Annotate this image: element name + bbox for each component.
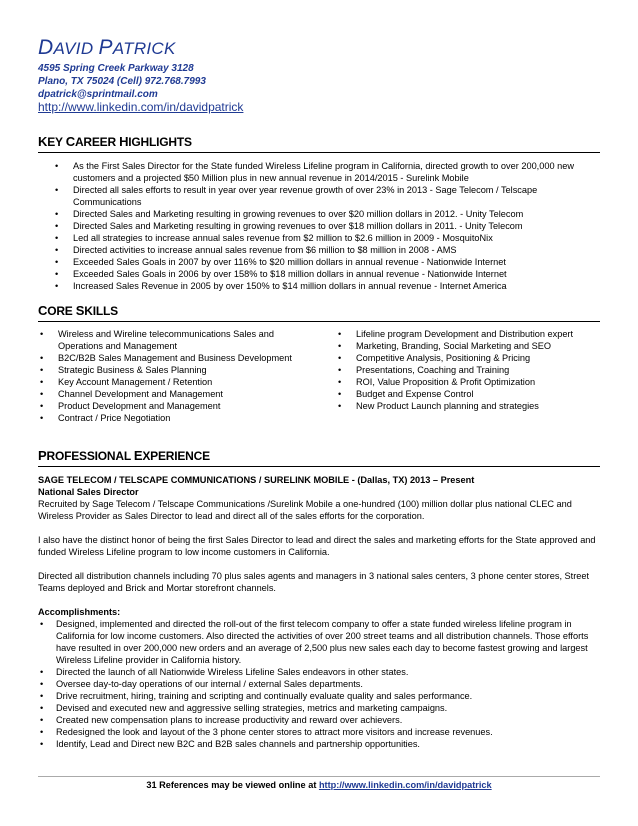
list-item: • New Product Launch planning and strategies (336, 400, 600, 412)
candidate-name (38, 36, 176, 60)
name-last-rest: ATRICK (112, 39, 176, 58)
company-line: SAGE TELECOM / TELSCAPE COMMUNICATIONS / SURELINK MOBILE - (Dallas, TX) 2013 – Present (38, 475, 475, 485)
list-item: • Designed, implemented and directed the roll-out of the first telecom company to offer a state funded wireless lifeline program in California for low income customers. Also directed the activities of over 200 street teams and all distribution channels. Those efforts have resulted in over 200,000 new orders and an average of 2,500 plus new sales each day to become fastest growing and largest Wireless Lifeline provider in California history. (38, 618, 600, 666)
section-rule (38, 466, 600, 467)
accomplishments-list (38, 618, 600, 750)
skills-section (38, 303, 600, 424)
experience-section (38, 448, 600, 750)
footer (38, 776, 600, 790)
email[interactable]: dpatrick@sprintmail.com (38, 89, 158, 100)
experience-heading: PROFESSIONAL EXPERIENCE (38, 448, 210, 463)
skills-left-list (38, 328, 302, 424)
job-title: National Sales Director (38, 487, 139, 497)
accomplishments (38, 618, 600, 750)
city-phone: Plano, TX 75024 (Cell) 972.768.7993 (38, 76, 206, 87)
list-item: • Presentations, Coaching and Training (336, 364, 600, 376)
section-rule (38, 321, 600, 322)
list-item: • Lifeline program Development and Distribution expert (336, 328, 600, 340)
list-item: • Marketing, Branding, Social Marketing and SEO (336, 340, 600, 352)
list-item: • Directed Sales and Marketing resulting in growing revenues to over $20 million dollars in 2012. - Unity Telecom (38, 208, 600, 220)
name-initial-last: P (98, 36, 113, 59)
list-item: • As the First Sales Director for the State funded Wireless Lifeline program in California, directed growth to over 200,000 new customers and a projected $50 Million plus in new annual revenue in 2014/2015 - Surelink Mobile (38, 160, 600, 184)
linkedin-link[interactable]: http://www.linkedin.com/in/davidpatrick (38, 100, 244, 114)
list-item: • Redesigned the look and layout of the 3 phone center stores to attract more visitors and increase revenues. (38, 726, 600, 738)
list-item: • Drive recruitment, hiring, training and scripting and continually evaluate quality and sales performance. (38, 690, 600, 702)
accomplishments-label: Accomplishments: (38, 607, 121, 617)
list-item: • Oversee day-to-day operations of our internal / external Sales departments. (38, 678, 600, 690)
list-item: • Exceeded Sales Goals in 2006 by over 158% to $18 million dollars in annual revenue - Nationwide Internet (38, 268, 600, 280)
list-item: • Competitive Analysis, Positioning & Pricing (336, 352, 600, 364)
list-item: • Directed the launch of all Nationwide Wireless Lifeline Sales endeavors in other states. (38, 666, 600, 678)
contact-block (38, 62, 243, 114)
list-item: • Wireless and Wireline telecommunications Sales and Operations and Management (38, 328, 302, 352)
highlights-section (38, 134, 600, 292)
list-item: • Exceeded Sales Goals in 2007 by over 116% to $20 million dollars in annual revenue - Nationwide Internet (38, 256, 600, 268)
section-rule (38, 152, 600, 153)
list-item: • Directed Sales and Marketing resulting in growing revenues to over $18 million dollars in 2011. - Unity Telecom (38, 220, 600, 232)
footer-linkedin-link[interactable]: http://www.linkedin.com/in/davidpatrick (318, 780, 492, 790)
highlights-list (38, 160, 600, 292)
highlights-heading: KEY CAREER HIGHLIGHTS (38, 134, 192, 149)
list-item: • Strategic Business & Sales Planning (38, 364, 302, 376)
paragraph: I also have the distinct honor of being the first Sales Director to lead and direct the sales and marketing efforts for the State approved and funded Wireless Lifeline program to low income customers in California. (38, 535, 596, 557)
list-item: • Directed activities to increase annual sales revenue from $6 million to $8 million in 2008 - AMS (38, 244, 600, 256)
skills-right-list (336, 328, 600, 424)
skills-heading: CORE SKILLS (38, 303, 118, 318)
footer-text: 31 References may be viewed online at (146, 780, 319, 790)
list-item: • ROI, Value Proposition & Profit Optimization (336, 376, 600, 388)
skills-columns (38, 328, 600, 424)
list-item: • Contract / Price Negotiation (38, 412, 302, 424)
name-initial-first: D (38, 36, 54, 59)
list-item: • Budget and Expense Control (336, 388, 600, 400)
list-item: • Directed all sales efforts to result in year over year revenue growth of over 23% in 2013 - Sage Telecom / Telscape Communications (38, 184, 600, 208)
list-item: • Increased Sales Revenue in 2005 by over 150% to $14 million dollars in annual revenue - Internet America (38, 280, 600, 292)
list-item: • Channel Development and Management (38, 388, 302, 400)
list-item: • Created new compensation plans to increase productivity and reward over achievers. (38, 714, 600, 726)
list-item: • Led all strategies to increase annual sales revenue from $2 million to $2.6 million in 2009 - MosquitoNix (38, 232, 600, 244)
paragraph: Directed all distribution channels including 70 plus sales agents and managers in 3 national sales centers, 3 phone center stores, Street Teams deployed and Brick and Mortar storefront channels. (38, 571, 590, 593)
paragraph: Recruited by Sage Telecom / Telscape Communications /Surelink Mobile a one-hundred (100) million dollar plus national CLEC and Wireless Provider as Sales Director to lead and direct all of the sales efforts for the corporation. (38, 499, 572, 521)
list-item: • Key Account Management / Retention (38, 376, 302, 388)
address: 4595 Spring Creek Parkway 3128 (38, 63, 194, 74)
name-first-rest: AVID (53, 39, 94, 58)
list-item: • Product Development and Management (38, 400, 302, 412)
list-item: • B2C/B2B Sales Management and Business Development (38, 352, 302, 364)
list-item: • Identify, Lead and Direct new B2C and B2B sales channels and partnership opportunities. (38, 738, 600, 750)
list-item: • Devised and executed new and aggressive selling strategies, metrics and marketing campaigns. (38, 702, 600, 714)
